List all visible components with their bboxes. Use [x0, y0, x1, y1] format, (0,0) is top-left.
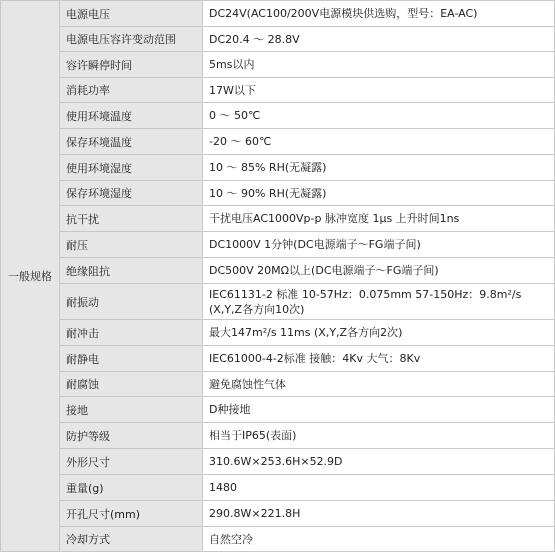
param-cell: 耐静电 [60, 346, 203, 372]
spec-row [1, 206, 555, 232]
category-cell: 一般规格 [1, 1, 60, 552]
param-cell: 容许瞬停时间 [60, 52, 203, 78]
spec-table-body [1, 1, 555, 552]
spec-row [1, 423, 555, 449]
param-cell: 使用环境湿度 [60, 155, 203, 181]
spec-row [1, 181, 555, 206]
param-cell: 耐压 [60, 232, 203, 258]
value-cell: 避免腐蚀性气体 [203, 372, 555, 397]
spec-row [1, 103, 555, 129]
value-cell: -20 ～ 60℃ [203, 129, 555, 155]
value-cell: DC20.4 ～ 28.8V [203, 27, 555, 52]
value-cell: 5ms以内 [203, 52, 555, 78]
value-cell: 10 ～ 90% RH(无凝露) [203, 181, 555, 206]
param-cell: 耐腐蚀 [60, 372, 203, 397]
spec-row [1, 52, 555, 78]
spec-row [1, 232, 555, 258]
param-cell: 电源电压容许变动范围 [60, 27, 203, 52]
param-cell: 消耗功率 [60, 78, 203, 103]
value-cell: DC24V(AC100/200V电源模块供选购，型号：EA-AC) [203, 1, 555, 27]
param-cell: 电源电压 [60, 1, 203, 27]
value-cell: IEC61000-4-2标准 接触：4Kv 大气：8Kv [203, 346, 555, 372]
param-cell: 开孔尺寸(mm) [60, 501, 203, 527]
spec-row [1, 475, 555, 501]
value-cell: 310.6W×253.6H×52.9D [203, 449, 555, 475]
param-cell: 接地 [60, 397, 203, 423]
param-cell: 保存环境湿度 [60, 181, 203, 206]
spec-row [1, 258, 555, 284]
value-cell: 10 ～ 85% RH(无凝露) [203, 155, 555, 181]
spec-row [1, 284, 555, 320]
param-cell: 使用环境温度 [60, 103, 203, 129]
spec-row [1, 27, 555, 52]
value-cell: 0 ～ 50℃ [203, 103, 555, 129]
spec-row [1, 155, 555, 181]
value-cell: D种接地 [203, 397, 555, 423]
value-cell: 290.8W×221.8H [203, 501, 555, 527]
value-cell: 17W以下 [203, 78, 555, 103]
param-cell: 保存环境温度 [60, 129, 203, 155]
spec-row [1, 449, 555, 475]
spec-row [1, 527, 555, 552]
value-cell: 自然空冷 [203, 527, 555, 552]
spec-row [1, 78, 555, 103]
param-cell: 外形尺寸 [60, 449, 203, 475]
value-cell: 干扰电压AC1000Vp-p 脉冲宽度 1μs 上升时间1ns [203, 206, 555, 232]
param-cell: 重量(g) [60, 475, 203, 501]
param-cell: 防护等级 [60, 423, 203, 449]
value-cell: IEC61131-2 标准 10-57Hz：0.075mm 57-150Hz：9.8m²/s (X,Y,Z各方向10次) [203, 284, 555, 320]
param-cell: 耐冲击 [60, 320, 203, 346]
param-cell: 抗干扰 [60, 206, 203, 232]
spec-row [1, 320, 555, 346]
spec-row [1, 372, 555, 397]
value-cell: DC500V 20MΩ以上(DC电源端子～FG端子间) [203, 258, 555, 284]
spec-row [1, 346, 555, 372]
spec-row [1, 397, 555, 423]
param-cell: 绝缘阻抗 [60, 258, 203, 284]
value-cell: DC1000V 1分钟(DC电源端子～FG端子间) [203, 232, 555, 258]
param-cell: 冷却方式 [60, 527, 203, 552]
param-cell: 耐振动 [60, 284, 203, 320]
spec-row [1, 129, 555, 155]
spec-row [1, 501, 555, 527]
spec-row [1, 1, 555, 27]
value-cell: 最大147m²/s 11ms (X,Y,Z各方向2次) [203, 320, 555, 346]
value-cell: 相当于IP65(表面) [203, 423, 555, 449]
value-cell: 1480 [203, 475, 555, 501]
